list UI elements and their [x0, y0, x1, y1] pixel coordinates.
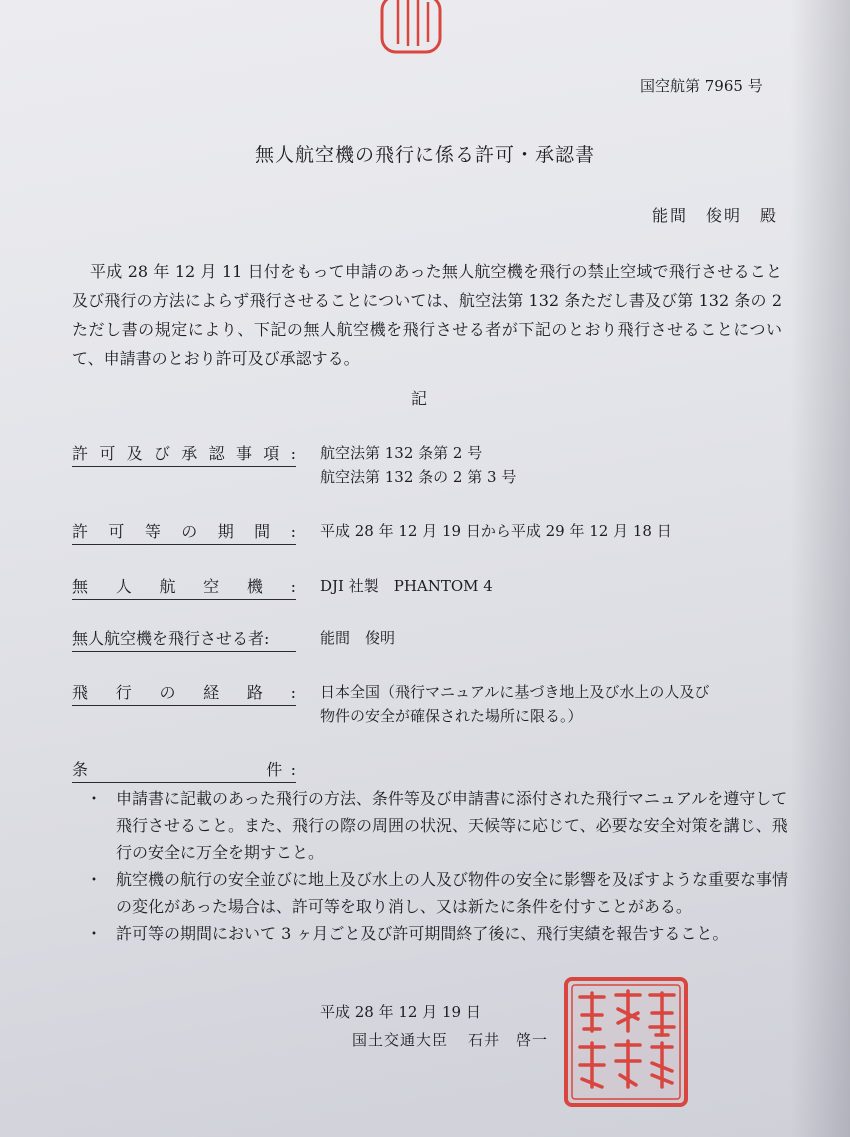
issuer — [352, 1029, 548, 1050]
value-line: 平成 28 年 12 月 19 日から平成 29 年 12 月 18 日 — [320, 522, 672, 540]
condition-item — [72, 920, 788, 947]
conditions-list — [72, 785, 788, 947]
field-value-route — [320, 680, 709, 728]
field-label-route: 飛行の経路: — [72, 680, 296, 706]
value-line: 物件の安全が確保された場所に限る。） — [320, 707, 583, 725]
page-shadow — [790, 0, 850, 1137]
field-value-approval-items — [320, 441, 516, 489]
field-label-operator: 無人航空機を飛行させる者: — [72, 626, 296, 652]
condition-text: 航空機の航行の安全並びに地上及び水上の人及び物件の安全に影響を及ぼすような重要な事情の変化があった場合は、許可等を取り消し、又は新たに条件を付すことがある。 — [116, 870, 789, 916]
condition-text: 許可等の期間において 3 ヶ月ごと及び許可期間終了後に、飛行実績を報告すること。 — [116, 924, 729, 943]
field-value-operator — [320, 626, 395, 650]
field-value-period — [320, 519, 672, 543]
conditions-label: 条 件: — [72, 757, 296, 783]
value-line: 航空法第 132 条の 2 第 3 号 — [320, 468, 517, 486]
value-line: 能間 俊明 — [320, 629, 396, 647]
condition-item — [72, 866, 788, 920]
document-number: 国空航第 7965 号 — [640, 77, 763, 95]
field-value-aircraft — [320, 574, 493, 598]
value-line: DJI 社製 PHANTOM 4 — [320, 577, 493, 595]
issue-date: 平成 28 年 12 月 19 日 — [320, 1003, 481, 1021]
bullet: ・ — [86, 924, 103, 943]
value-line: 航空法第 132 条第 2 号 — [320, 444, 483, 462]
field-label-aircraft: 無人航空機: — [72, 574, 296, 600]
value-line: 日本全国（飛行マニュアルに基づき地上及び水上の人及び — [320, 683, 710, 701]
issuer-title: 国土交通大臣 — [352, 1031, 449, 1049]
ki-heading: 記 — [411, 389, 428, 408]
issuer-name: 石井 啓一 — [468, 1031, 549, 1049]
condition-item — [72, 785, 788, 866]
condition-text: 申請書に記載のあった飛行の方法、条件等及び申請書に添付された飛行マニュアルを遵守して飛行させること。また、飛行の際の周囲の状況、天候等に応じて、必要な安全対策を講じ、飛行の安全に万全を期すこと。 — [116, 789, 788, 862]
official-seal-stamp — [562, 975, 690, 1109]
permission-body-text: 平成 28 年 12 月 11 日付をもって申請のあった無人航空機を飛行の禁止空域で飛行させること及び飛行の方法によらず飛行させることについては、航空法第 132 条ただし書及び第 132 条の 2 ただし書の規定により、下記の無人航空機を飛行させる者が下記のとおり飛行させることについて、申請書のとおり許可及び承認する。 — [72, 262, 782, 368]
top-seal-stamp — [378, 0, 444, 58]
recipient-name: 能間 俊明 殿 — [652, 206, 779, 225]
bullet: ・ — [86, 870, 103, 889]
field-label-approval-items: 許可及び承認事項: — [72, 441, 296, 467]
bullet: ・ — [86, 789, 103, 808]
document-title: 無人航空機の飛行に係る許可・承認書 — [254, 144, 595, 166]
field-label-period: 許可等の期間: — [72, 519, 296, 545]
